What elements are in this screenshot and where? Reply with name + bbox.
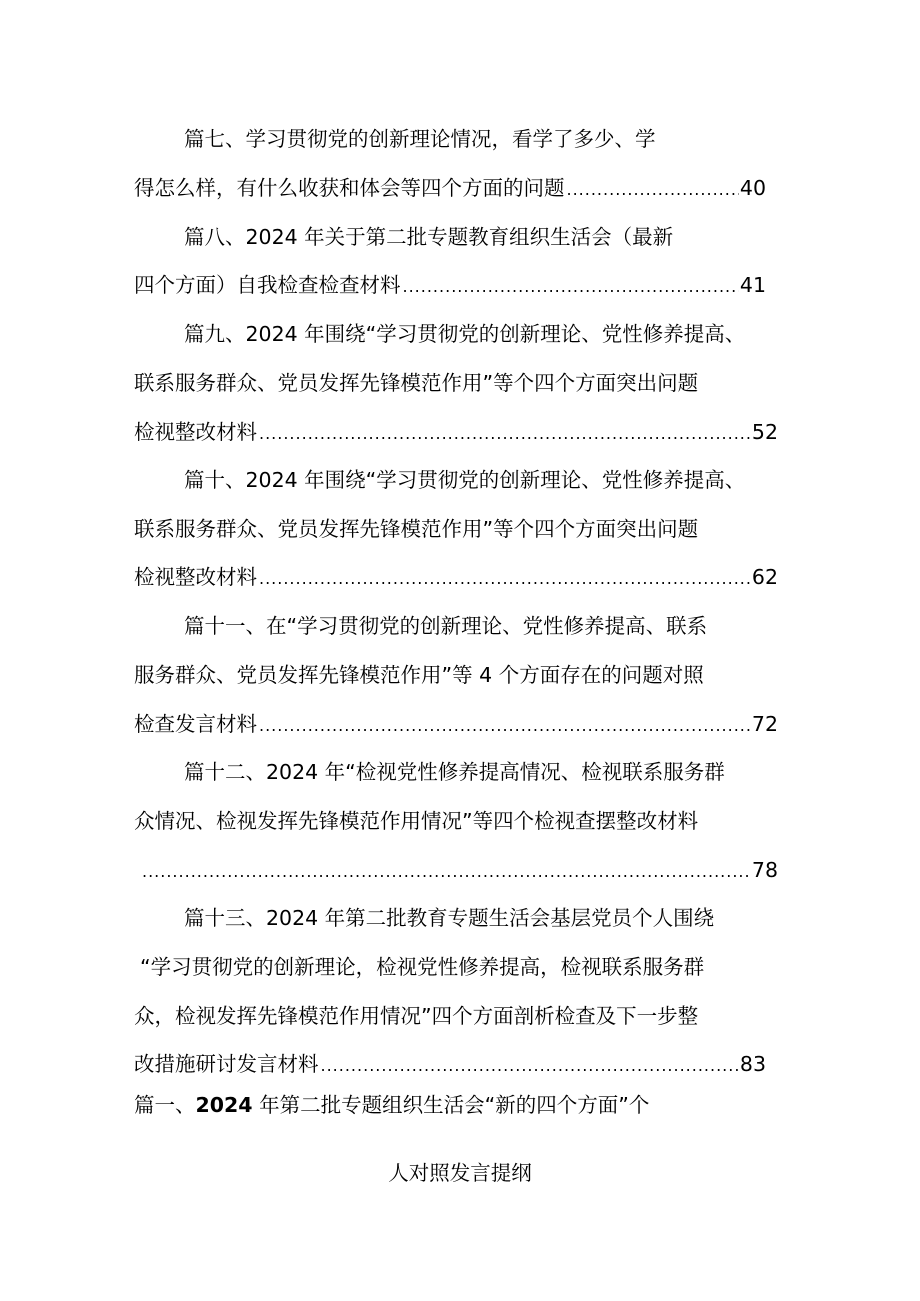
section-heading-line-1 bbox=[134, 1090, 649, 1120]
toc-entry-10-last-line[interactable] bbox=[134, 562, 778, 592]
section-prefix: 篇一、 bbox=[134, 1093, 196, 1117]
toc-entry-13-line-1: 篇十三、2024 年第二批教育专题生活会基层党员个人围绕 bbox=[184, 906, 715, 930]
dot-leader bbox=[142, 857, 751, 887]
toc-entry-9-line-1: 篇九、2024 年围绕“学习贯彻党的创新理论、党性修养提高、 bbox=[184, 322, 746, 346]
section-year: 2024 bbox=[195, 1093, 253, 1117]
dot-leader bbox=[321, 1051, 739, 1081]
section-title-rest: 年第二批专题组织生活会“新的四个方面”个 bbox=[252, 1093, 650, 1117]
dot-leader bbox=[403, 272, 739, 302]
toc-entry-7-page-number: 40 bbox=[739, 176, 766, 200]
toc-entry-10-text: 检视整改材料 bbox=[134, 565, 257, 589]
toc-entry-13-line-3: 众，检视发挥先锋模范作用情况”四个方面剖析检查及下一步整 bbox=[134, 1004, 699, 1028]
dot-leader bbox=[259, 564, 751, 594]
toc-entry-11-text: 检查发言材料 bbox=[134, 712, 257, 736]
toc-entry-9-line-2: 联系服务群众、党员发挥先锋模范作用”等个四个方面突出问题 bbox=[134, 371, 699, 395]
dot-leader bbox=[259, 711, 751, 741]
toc-entry-10-page-number: 62 bbox=[751, 565, 778, 589]
toc-entry-10-line-1: 篇十、2024 年围绕“学习贯彻党的创新理论、党性修养提高、 bbox=[184, 468, 746, 492]
toc-entry-9-last-line[interactable] bbox=[134, 417, 778, 447]
toc-entry-11-last-line[interactable] bbox=[134, 709, 778, 739]
toc-entry-12-last-line[interactable] bbox=[140, 855, 778, 885]
dot-leader bbox=[259, 419, 751, 449]
toc-entry-8-line-1: 篇八、2024 年关于第二批专题教育组织生活会（最新 bbox=[184, 225, 674, 249]
toc-entry-12-line-2: 众情况、检视发挥先锋模范作用情况”等四个检视查摆整改材料 bbox=[134, 809, 699, 833]
toc-entry-11-line-1: 篇十一、在“学习贯彻党的创新理论、党性修养提高、联系 bbox=[184, 614, 708, 638]
toc-entry-11-page-number: 72 bbox=[751, 712, 778, 736]
toc-entry-8-last-line[interactable] bbox=[134, 270, 766, 300]
toc-entry-7-last-line[interactable] bbox=[134, 173, 766, 203]
toc-entry-7-text: 得怎么样，有什么收获和体会等四个方面的问题 bbox=[134, 176, 565, 200]
toc-entry-7-line-1: 篇七、学习贯彻党的创新理论情况，看学了多少、学 bbox=[184, 127, 656, 151]
toc-entry-13-last-line[interactable] bbox=[134, 1049, 766, 1079]
section-heading-line-2: 人对照发言提纲 bbox=[388, 1161, 532, 1185]
toc-entry-9-page-number: 52 bbox=[751, 420, 778, 444]
dot-leader bbox=[567, 175, 739, 205]
toc-entry-13-text: 改措施研讨发言材料 bbox=[134, 1052, 319, 1076]
toc-entry-10-line-2: 联系服务群众、党员发挥先锋模范作用”等个四个方面突出问题 bbox=[134, 517, 699, 541]
toc-entry-13-page-number: 83 bbox=[739, 1052, 766, 1076]
toc-entry-13-line-2: “学习贯彻党的创新理论，检视党性修养提高，检视联系服务群 bbox=[140, 955, 705, 979]
toc-entry-11-line-2: 服务群众、党员发挥先锋模范作用”等 4 个方面存在的问题对照 bbox=[134, 663, 704, 687]
toc-entry-8-page-number: 41 bbox=[739, 273, 766, 297]
toc-entry-8-text: 四个方面）自我检查检查材料 bbox=[134, 273, 401, 297]
toc-entry-12-line-1: 篇十二、2024 年“检视党性修养提高情况、检视联系服务群 bbox=[184, 760, 725, 784]
toc-entry-9-text: 检视整改材料 bbox=[134, 420, 257, 444]
toc-entry-12-page-number: 78 bbox=[751, 858, 778, 882]
